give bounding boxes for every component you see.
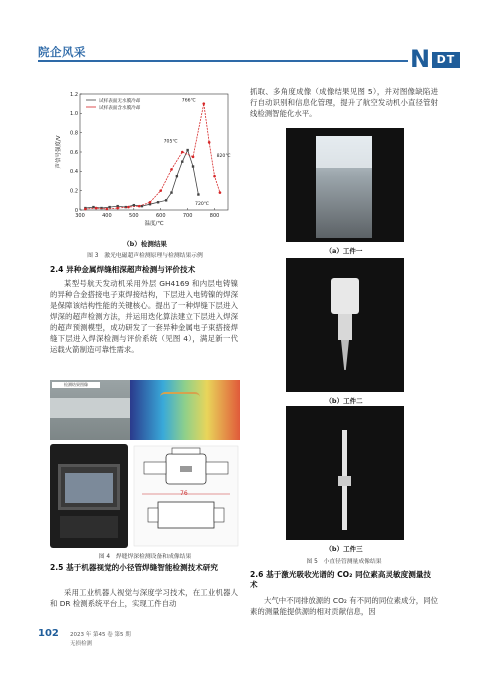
weld-seam xyxy=(50,398,130,418)
series-1-point xyxy=(181,160,183,162)
figure3-caption: 图 3 激光电磁超声检测原理与检测结果示例 xyxy=(87,253,203,259)
workpiece-1-image xyxy=(286,128,404,242)
series-2-point xyxy=(149,201,152,204)
figure3-chart xyxy=(52,86,238,236)
series-2-point xyxy=(213,175,216,178)
legend-label-2: 试样表面含水膜冷却 xyxy=(99,105,141,111)
series-2-point xyxy=(181,151,184,154)
workpiece-3-image xyxy=(286,406,404,540)
workpiece-2-label: （b）工件二 xyxy=(325,397,363,405)
legend-label-1: 试样表面无水膜冷却 xyxy=(99,98,141,104)
color-map xyxy=(130,380,240,440)
annotation-label: 820℃ xyxy=(216,153,231,159)
y-axis-label: 声信号强度/V xyxy=(56,135,62,169)
series-1-point xyxy=(170,191,172,193)
series-2-point xyxy=(127,206,130,209)
y-tick-label: 0.4 xyxy=(70,169,78,176)
inspection-device-photo xyxy=(50,444,128,548)
device-screen xyxy=(58,464,120,510)
section-2-5-heading: 2.5 基于机器视觉的小径管焊缝智能检测技术研究 xyxy=(50,563,218,572)
series-1-point xyxy=(192,165,194,167)
series-2-point xyxy=(116,207,119,210)
series-line-1 xyxy=(85,150,198,208)
ultrasonic-scan-image xyxy=(50,380,240,440)
series-1-point xyxy=(186,149,188,151)
series-2-point xyxy=(138,205,141,208)
x-tick-label: 400 xyxy=(102,213,112,219)
figure4-caption: 图 4 焊缝焊深检测设备和成像结果 xyxy=(98,554,192,560)
journal-logo xyxy=(410,46,462,72)
y-tick-label: 1.2 xyxy=(70,91,78,98)
series-2-point xyxy=(192,156,195,159)
footer-journal: 无损检测 xyxy=(70,641,93,647)
series-2-point xyxy=(219,191,222,194)
series-1-point xyxy=(165,199,167,201)
series-1-point xyxy=(176,175,178,177)
series-2-point xyxy=(159,189,162,192)
section-2-6-body: 大气中不同排放源的 CO₂ 有不同的同位素成分，同位素的测量能提供源的相对贡献信息，因 xyxy=(250,596,438,616)
series-1-point xyxy=(157,201,159,203)
y-tick-label: 0 xyxy=(74,207,78,214)
header-rule xyxy=(38,60,408,62)
figure3-sublabel: （b）检测结果 xyxy=(123,240,167,248)
workpiece-2-image xyxy=(286,258,404,392)
series-2-point xyxy=(84,208,87,211)
series-1-point xyxy=(133,204,135,206)
series-1-point xyxy=(197,193,199,195)
x-tick-label: 800 xyxy=(209,213,220,219)
x-tick-label: 300 xyxy=(75,213,85,219)
series-2-point xyxy=(202,102,205,105)
y-tick-label: 0.6 xyxy=(70,149,78,156)
annotation-label: 705℃ xyxy=(163,139,178,145)
plot-frame xyxy=(80,94,228,210)
logo-letter: N xyxy=(410,45,431,73)
logo-box: DT xyxy=(432,52,460,68)
page-number: 102 xyxy=(38,628,59,639)
series-line-2 xyxy=(85,104,220,209)
right-column-intro: 抓取、多角度成像（成像结果见图 5），并对图像缺陷进行自动识别和信息化管理，提升了航空发动机小直径管射线检测智能化水平。 xyxy=(250,87,438,118)
section-title: 院企风采 xyxy=(38,45,86,59)
annotation-label: 766℃ xyxy=(181,98,196,104)
y-tick-label: 1.0 xyxy=(70,111,78,118)
series-2-point xyxy=(106,208,109,211)
x-tick-label: 500 xyxy=(129,213,139,219)
x-axis-label: 温度/℃ xyxy=(144,221,164,227)
series-2-point xyxy=(208,141,211,144)
workpiece-1-label: （a）工件一 xyxy=(325,247,363,255)
dimension-label: 76 xyxy=(180,490,188,497)
section-2-4-body: 某型号航天发动机采用外层 GH4169 和内层电铸镍的异种合金搭接电子束焊接结构，下层进入电铸镍的焊深是保障该结构性能的关键核心。提出了一种焊缝下层进入焊深的超声检测方法，并运用迭化算法建立下层进入焊深的超声预测模型，成功研发了一套异种金属电子束搭接焊缝下层进入焊深检测与评价系统（见图 4），满足新一代运载火箭制造可靠性需求。 xyxy=(50,279,238,354)
section-2-5-body: 采用工业机器人视觉与深度学习技术，在工业机器人和 DR 检测系统平台上，实现工件自动 xyxy=(50,588,238,608)
figure5-caption: 图 5 小直径管测量成像结果 xyxy=(306,559,382,565)
series-1-point xyxy=(108,206,110,208)
y-tick-label: 0.8 xyxy=(70,130,78,137)
series-1-point xyxy=(141,205,143,207)
section-2-6-heading: 2.6 基于激光吸收光谱的 CO₂ 同位素高灵敏度测量技术 xyxy=(250,570,432,589)
scan-image-label: 检测结果图像 xyxy=(52,382,100,388)
footer-issue: 2023 年 第45 卷 第5 期 xyxy=(70,632,131,638)
workpiece-3-label: （b）工件三 xyxy=(325,545,363,553)
annotation-label: 720℃ xyxy=(195,202,209,208)
series-2-point xyxy=(95,207,98,210)
section-2-4-heading: 2.4 异种金属焊缝相深超声检测与评价技术 xyxy=(50,265,196,274)
x-tick-label: 700 xyxy=(182,213,193,219)
x-tick-label: 600 xyxy=(155,213,166,219)
weld-contour xyxy=(160,392,200,402)
series-2-point xyxy=(170,168,173,171)
y-tick-label: 0.2 xyxy=(70,188,78,195)
series-1-point xyxy=(92,206,94,208)
figure4-images xyxy=(50,380,240,548)
